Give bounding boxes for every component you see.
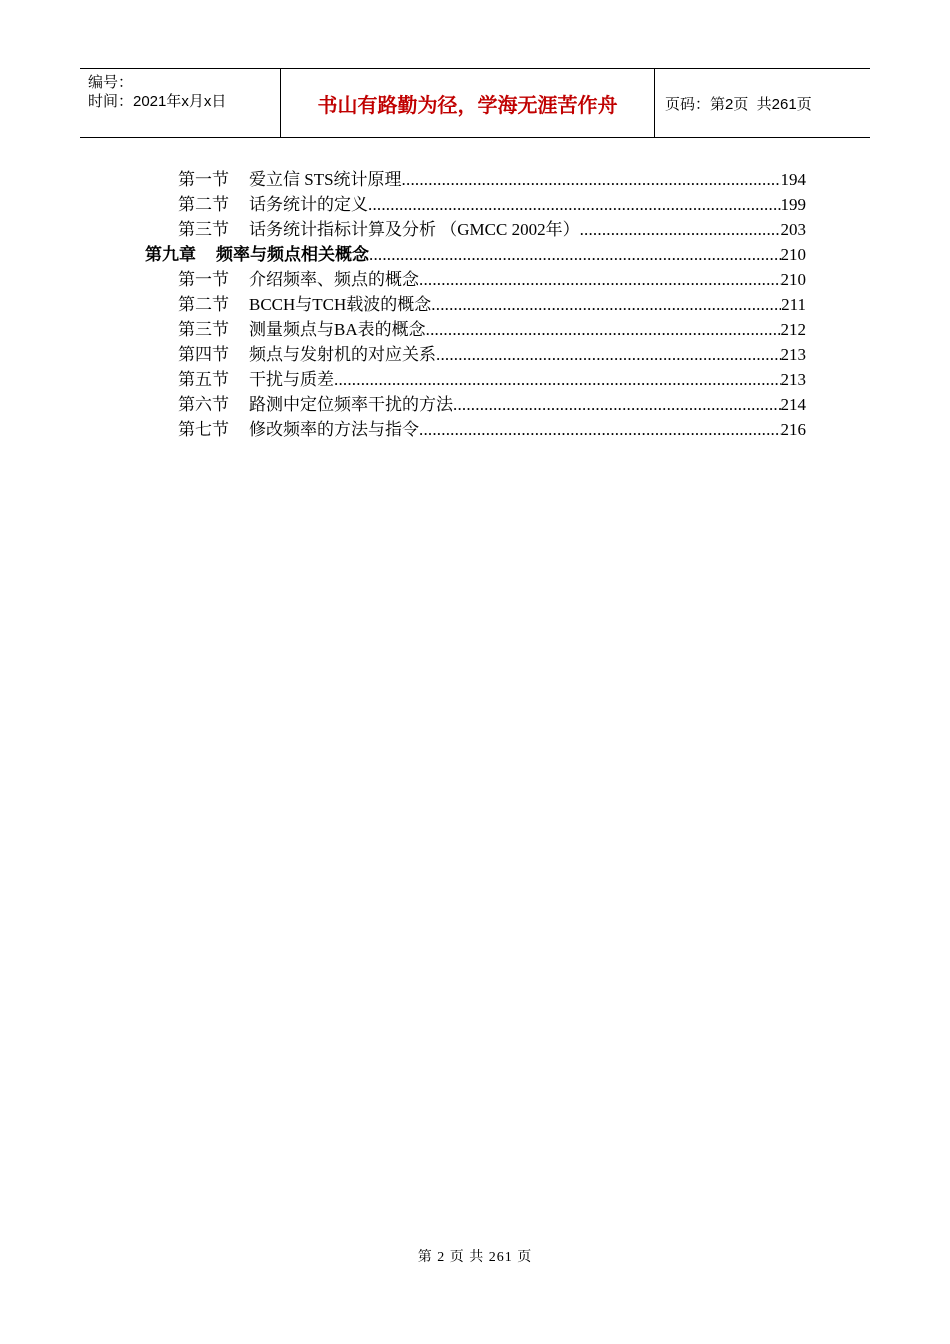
toc-entry-number: 第六节 xyxy=(178,395,229,414)
toc-entry-page: 199 xyxy=(780,195,806,214)
toc-section-row[interactable] xyxy=(0,166,806,191)
toc-entry-number: 第四节 xyxy=(178,345,229,364)
toc-dot-leader xyxy=(419,419,781,441)
toc-entry-title: 频率与频点相关概念 xyxy=(216,245,369,264)
page-footer xyxy=(0,1246,950,1266)
toc-dot-leader xyxy=(453,394,781,416)
toc-dot-leader xyxy=(368,194,781,216)
toc-dot-leader xyxy=(426,319,781,341)
header-motto: 书山有路勤为径，学海无涯苦作舟 xyxy=(281,69,655,137)
page-header xyxy=(80,68,870,138)
toc-section-row[interactable] xyxy=(0,316,806,341)
toc-dot-leader xyxy=(580,219,781,241)
toc-entry-number: 第二节 xyxy=(178,295,229,314)
toc-entry-page: 216 xyxy=(780,420,806,439)
toc-entry-title: 干扰与质差 xyxy=(249,370,334,389)
toc-entry-title: BCCH与TCH载波的概念 xyxy=(249,295,432,314)
toc-entry-number: 第九章 xyxy=(145,245,196,264)
toc-entry-page: 213 xyxy=(780,345,806,364)
toc-entry-number: 第三节 xyxy=(178,220,229,239)
header-page-info xyxy=(655,69,870,137)
toc-dot-leader xyxy=(436,344,781,366)
toc-entry-page: 203 xyxy=(780,220,806,239)
toc-entry-number: 第五节 xyxy=(178,370,229,389)
toc-entry-page: 194 xyxy=(780,170,806,189)
toc-dot-leader xyxy=(369,244,781,266)
toc-entry-title: 频点与发射机的对应关系 xyxy=(249,345,436,364)
toc-entry-number: 第七节 xyxy=(178,420,229,439)
toc-entry-title: 爱立信 STS统计原理 xyxy=(249,170,402,189)
toc-entry-title: 测量频点与BA表的概念 xyxy=(249,320,426,339)
toc-entry-title: 路测中定位频率干扰的方法 xyxy=(249,395,453,414)
footer-page-number: 第 2 页 共 261 页 xyxy=(417,1250,533,1265)
toc-entry-page: 212 xyxy=(780,320,806,339)
toc-entry-title: 话务统计的定义 xyxy=(249,195,368,214)
toc-dot-leader xyxy=(334,369,781,391)
toc-entry-page: 213 xyxy=(780,370,806,389)
toc-dot-leader xyxy=(431,294,781,316)
page-info-text: 页码：第2页 共261页 xyxy=(665,95,812,113)
document-number-label: 编号： xyxy=(88,74,134,91)
toc-section-row[interactable] xyxy=(0,341,806,366)
toc-entry-page: 210 xyxy=(780,245,806,264)
toc-dot-leader xyxy=(402,169,781,191)
header-meta xyxy=(80,69,281,137)
document-date: 时间：2021年x月x日 xyxy=(88,93,227,110)
table-of-contents xyxy=(0,166,950,441)
toc-entry-title: 修改频率的方法与指令 xyxy=(249,420,419,439)
toc-section-row[interactable] xyxy=(0,291,806,316)
toc-entry-title: 介绍频率、频点的概念 xyxy=(249,270,419,289)
toc-section-row[interactable] xyxy=(0,416,806,441)
toc-section-row[interactable] xyxy=(0,366,806,391)
toc-chapter-row[interactable] xyxy=(0,241,806,266)
toc-entry-number: 第一节 xyxy=(178,170,229,189)
toc-section-row[interactable] xyxy=(0,266,806,291)
toc-entry-number: 第一节 xyxy=(178,270,229,289)
toc-section-row[interactable] xyxy=(0,216,806,241)
toc-entry-page: 214 xyxy=(780,395,806,414)
toc-entry-number: 第三节 xyxy=(178,320,229,339)
toc-entry-page: 210 xyxy=(780,270,806,289)
toc-section-row[interactable] xyxy=(0,391,806,416)
toc-entry-page: 211 xyxy=(781,295,806,314)
toc-dot-leader xyxy=(419,269,781,291)
toc-entry-title: 话务统计指标计算及分析 （GMCC 2002年） xyxy=(249,220,580,239)
toc-entry-number: 第二节 xyxy=(178,195,229,214)
toc-section-row[interactable] xyxy=(0,191,806,216)
